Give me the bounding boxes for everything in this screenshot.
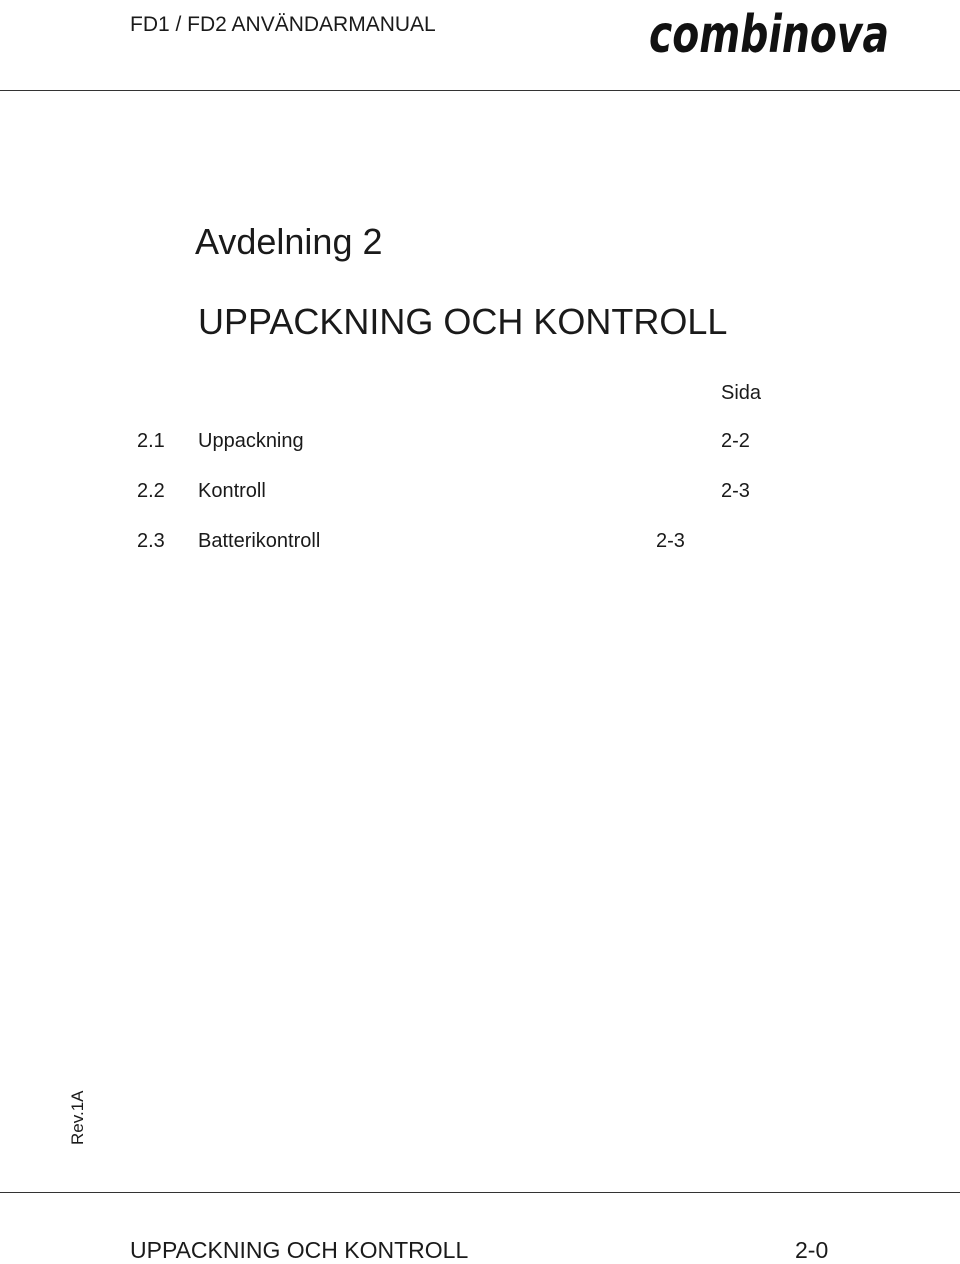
manual-title: FD1 / FD2 ANVÄNDARMANUAL [130,13,436,36]
toc-entry-title: Batterikontroll [198,530,321,552]
revision-label: Rev.1A [68,1090,87,1145]
footer-page-number: 2-0 [795,1237,829,1263]
svg-text:combinova: combinova [649,5,889,65]
toc-entry [0,528,960,554]
toc-entry-page: 2-2 [721,430,750,452]
toc-entry-number: 2.3 [137,530,165,552]
toc-entry-page: 2-3 [721,480,750,502]
header-divider [0,90,960,91]
footer-divider [0,1192,960,1193]
toc-entry [0,478,960,504]
toc-entry-number: 2.1 [137,430,165,452]
combinova-logo [645,2,895,64]
toc-entry-title: Kontroll [198,480,266,502]
toc-entry-title: Uppackning [198,430,304,452]
footer-title: UPPACKNING OCH KONTROLL [130,1237,469,1263]
section-label: Avdelning 2 [195,221,383,262]
toc-entry-page: 2-3 [656,530,685,552]
toc-entry-number: 2.2 [137,480,165,502]
toc-entry [0,428,960,454]
section-title: UPPACKNING OCH KONTROLL [198,301,728,342]
toc-page-heading: Sida [721,382,762,404]
revision-marker [64,1090,114,1145]
